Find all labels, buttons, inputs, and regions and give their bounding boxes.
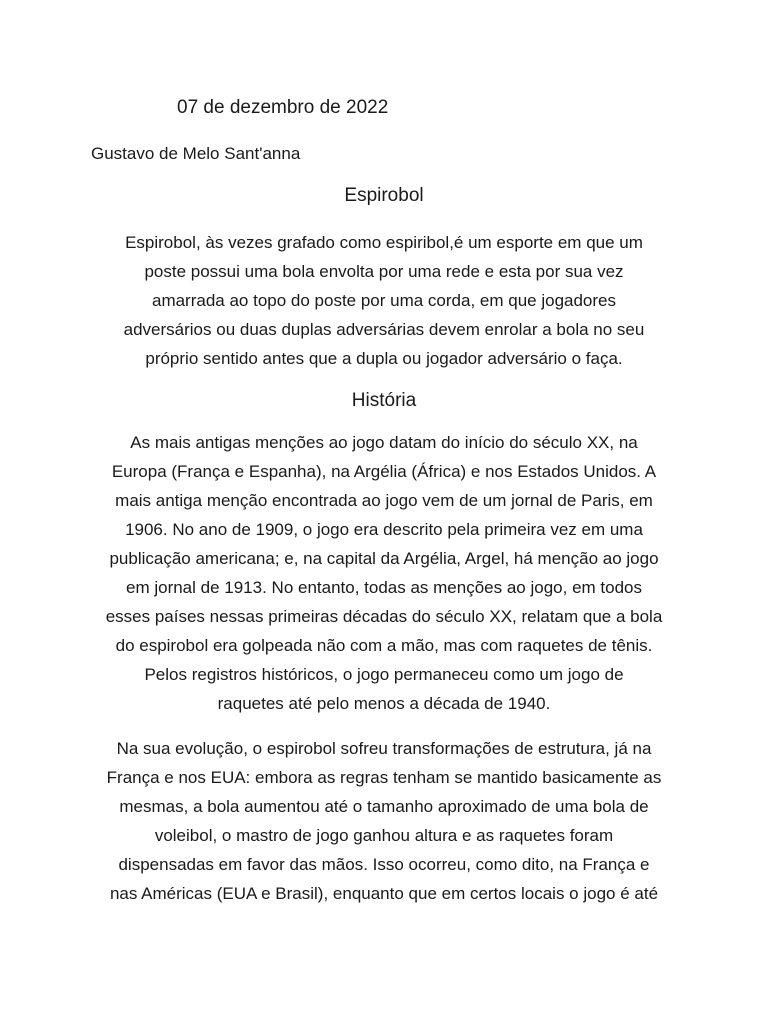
document-author: Gustavo de Melo Sant'anna (91, 144, 301, 163)
intro-paragraph (80, 228, 688, 373)
paragraph-line: raquetes até pelo menos a década de 1940. (217, 694, 551, 713)
paragraph-line: esses países nessas primeiras décadas do século XX, relatam que a bola (105, 607, 663, 626)
paragraph-line: mais antiga menção encontrada ao jogo vem de um jornal de Paris, em (115, 491, 653, 510)
paragraph-line: dispensadas em favor das mãos. Isso ocorreu, como dito, na França e (118, 855, 650, 874)
paragraph-line: nas Américas (EUA e Brasil), enquanto que em certos locais o jogo é até (109, 884, 659, 903)
paragraph-line: Pelos registros históricos, o jogo permaneceu como um jogo de (144, 665, 624, 684)
paragraph-line: Espirobol, às vezes grafado como espiribol,é um esporte em que um (125, 233, 643, 252)
paragraph-line: Europa (França e Espanha), na Argélia (África) e nos Estados Unidos. A (111, 462, 657, 481)
paragraph-line: Na sua evolução, o espirobol sofreu transformações de estrutura, já na (116, 739, 652, 758)
paragraph-line: poste possui uma bola envolta por uma rede e esta por sua vez (144, 262, 624, 281)
history-paragraph (80, 428, 688, 718)
paragraph-line: do espirobol era golpeada não com a mão, mas com raquetes de tênis. (115, 636, 653, 655)
paragraph-line: França e nos EUA: embora as regras tenham se mantido basicamente as (106, 768, 662, 787)
paragraph-line: publicação americana; e, na capital da Argélia, Argel, há menção ao jogo (109, 549, 659, 568)
evolution-paragraph (80, 734, 688, 908)
paragraph-line: mesmas, a bola aumentou até o tamanho aproximado de uma bola de (119, 797, 649, 816)
paragraph-line: adversários ou duas duplas adversárias devem enrolar a bola no seu (123, 320, 645, 339)
paragraph-line: 1906. No ano de 1909, o jogo era descrito pela primeira vez em uma (125, 520, 643, 539)
paragraph-line: amarrada ao topo do poste por uma corda, em que jogadores (151, 291, 616, 310)
paragraph-line: As mais antigas menções ao jogo datam do início do século XX, na (130, 433, 638, 452)
section-heading-historia: História (351, 390, 417, 411)
document-title: Espirobol (344, 185, 424, 206)
paragraph-line: em jornal de 1913. No entanto, todas as menções ao jogo, em todos (126, 578, 642, 597)
paragraph-line: voleibol, o mastro de jogo ganhou altura e as raquetes foram (154, 826, 614, 845)
document-date: 07 de dezembro de 2022 (177, 97, 389, 118)
paragraph-line: próprio sentido antes que a dupla ou jogador adversário o faça. (145, 349, 623, 368)
